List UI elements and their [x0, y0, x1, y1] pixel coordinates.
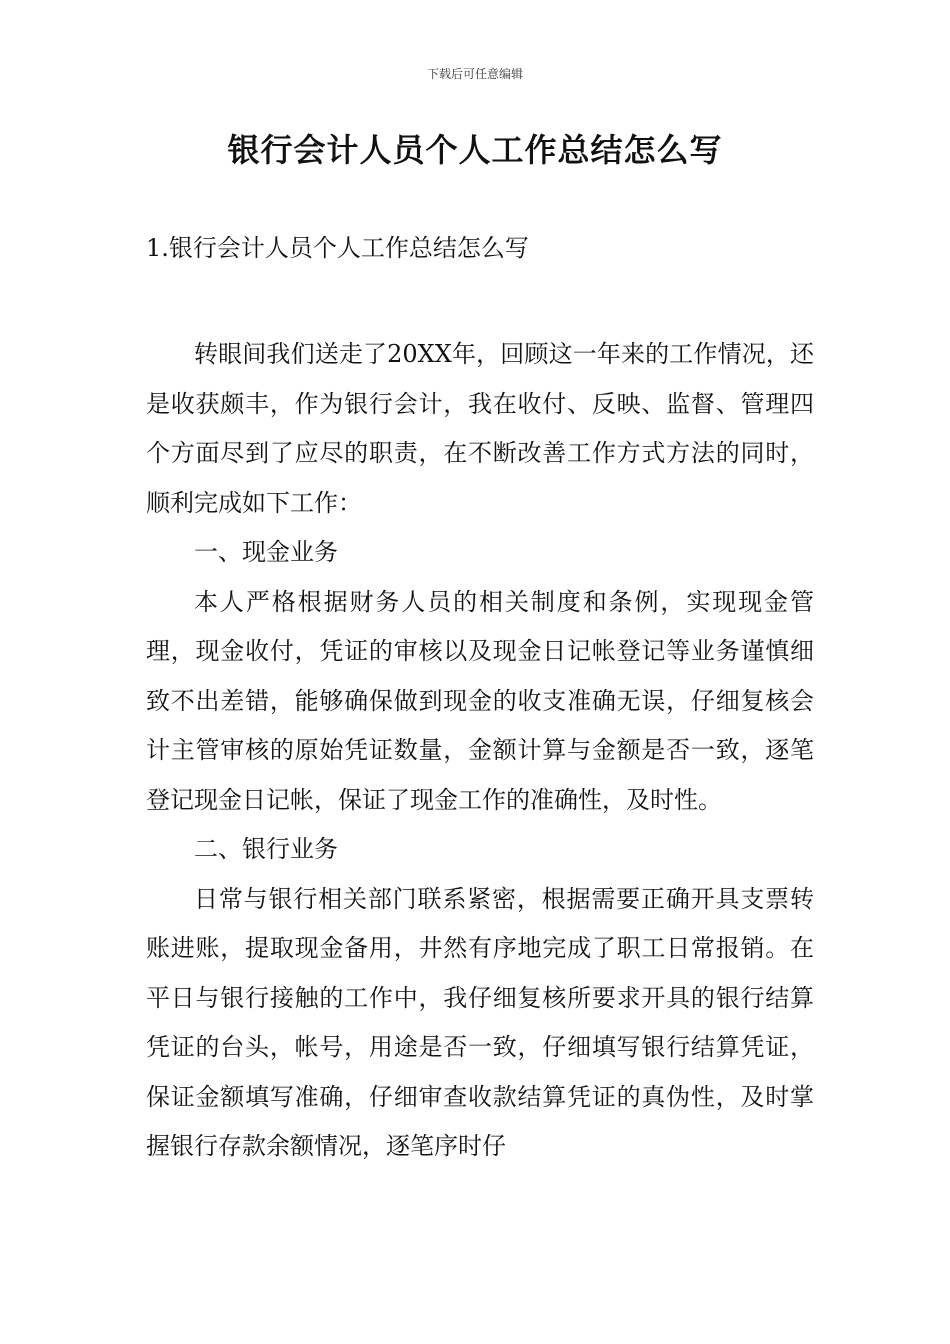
document-title: 银行会计人员个人工作总结怎么写 — [227, 131, 723, 169]
paragraph-bank-business: 日常与银行相关部门联系紧密，根据需要正确开具支票转账进账，提取现金备用，井然有序地完成了职工日常报销。在平日与银行接触的工作中，我仔细复核所要求开具的银行结算凭证的台头，帐号，用途是否一致，仔细填写银行结算凭证，保证金额填写准确，仔细审查收款结算凭证的真伪性，及时掌握银行存款余额情况，逐笔序时仔 — [146, 884, 814, 1160]
section-heading: 1.银行会计人员个人工作总结怎么写 — [146, 234, 529, 262]
subheading-cash-business: 一、现金业务 — [194, 538, 338, 566]
document-body — [146, 330, 814, 1172]
paragraph-intro: 转眼间我们送走了20XX年，回顾这一年来的工作情况，还是收获颇丰，作为银行会计，我在收付、反映、监督、管理四个方面尽到了应尽的职责，在不断改善工作方式方法的同时，顺利完成如下工作： — [146, 340, 814, 517]
subheading-bank-business: 二、银行业务 — [194, 835, 338, 863]
header-note: 下载后可任意编辑 — [426, 67, 523, 81]
paragraph-cash-business: 本人严格根据财务人员的相关制度和条例，实现现金管理，现金收付，凭证的审核以及现金日记帐登记等业务谨慎细致不出差错，能够确保做到现金的收支准确无误，仔细复核会计主管审核的原始凭证数量，金额计算与金额是否一致，逐笔登记现金日记帐，保证了现金工作的准确性，及时性。 — [146, 587, 814, 814]
